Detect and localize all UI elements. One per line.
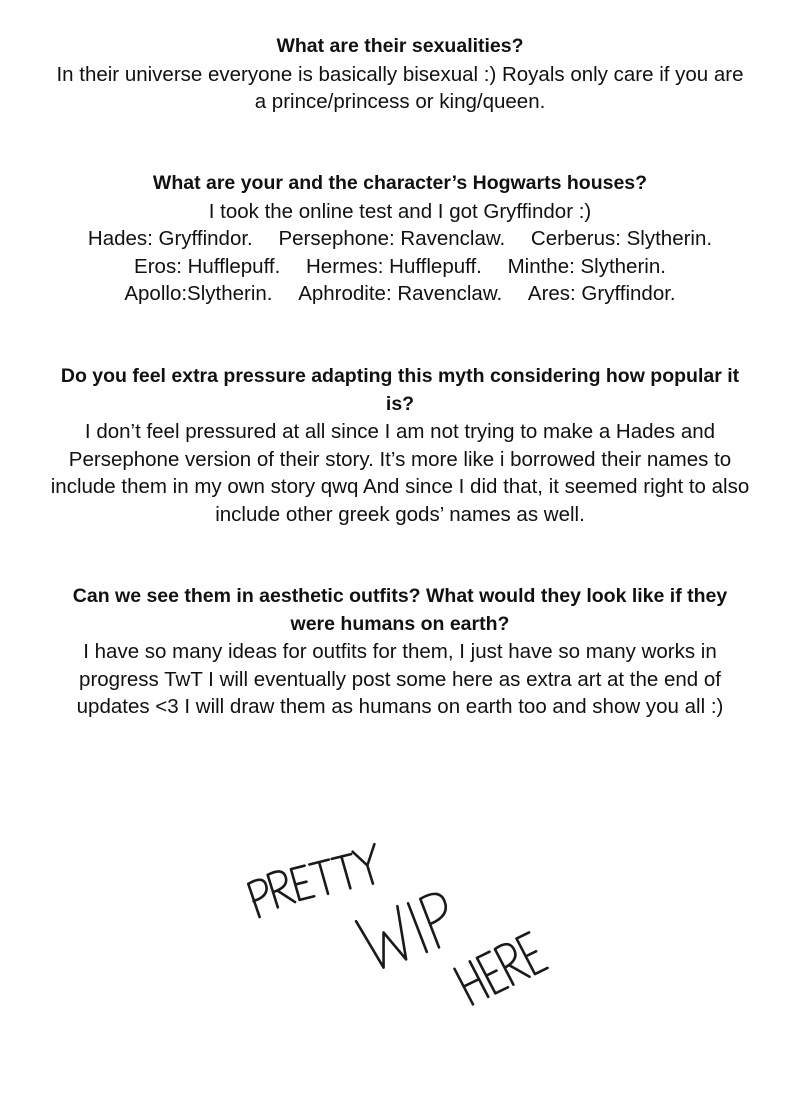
handwritten-word-here [454,931,547,1004]
house-entry: Cerberus: Slytherin. [530,227,713,250]
houses-line [50,280,750,308]
qa-aesthetic-outfits [50,583,750,721]
house-entry: Ares: Gryffindor. [527,282,676,305]
house-entry: Persephone: Ravenclaw. [278,227,506,250]
house-entry: Apollo:Slytherin. [124,282,273,305]
house-entry: Minthe: Slytherin. [507,254,666,278]
qa-hogwarts-houses [50,170,750,308]
qa-sexualities [50,33,750,116]
qa-myth-pressure [50,363,750,528]
house-entry: Aphrodite: Ravenclaw. [298,282,503,305]
question-heading: What are your and the character’s Hogwarts houses? [152,172,648,194]
answer-text: I don’t feel pressured at all since I am not trying to make a Hades and Persephone version of their story. It’s more like i borrowed their names to include them in my own story qwq And since I did that, it seemed right to also include other greek gods’ names as well. [50,420,750,526]
house-entry: Hades: Gryffindor. [87,227,253,250]
houses-line [50,253,750,281]
houses-line [50,225,750,253]
question-heading: What are their sexualities? [276,35,524,57]
question-heading: Do you feel extra pressure adapting this myth considering how popular it is? [60,365,740,415]
answer-text: In their universe everyone is basically bisexual :) Royals only care if you are a prince/princess or king/queen. [56,62,744,113]
question-heading: Can we see them in aesthetic outfits? What would they look like if they were humans on earth? [72,585,728,635]
house-entry: Eros: Hufflepuff. [134,254,281,278]
answer-text: I took the online test and I got Gryffindor :) [208,199,592,223]
answer-text: I have so many ideas for outfits for them, I just have so many works in progress TwT I will eventually post some here as extra art at the end of updates <3 I will draw them as humans on earth too and show you all :) [76,640,724,718]
handwritten-word-wip [356,890,459,971]
house-entry: Hermes: Hufflepuff. [306,254,482,278]
handwritten-word-pretty [246,844,384,918]
